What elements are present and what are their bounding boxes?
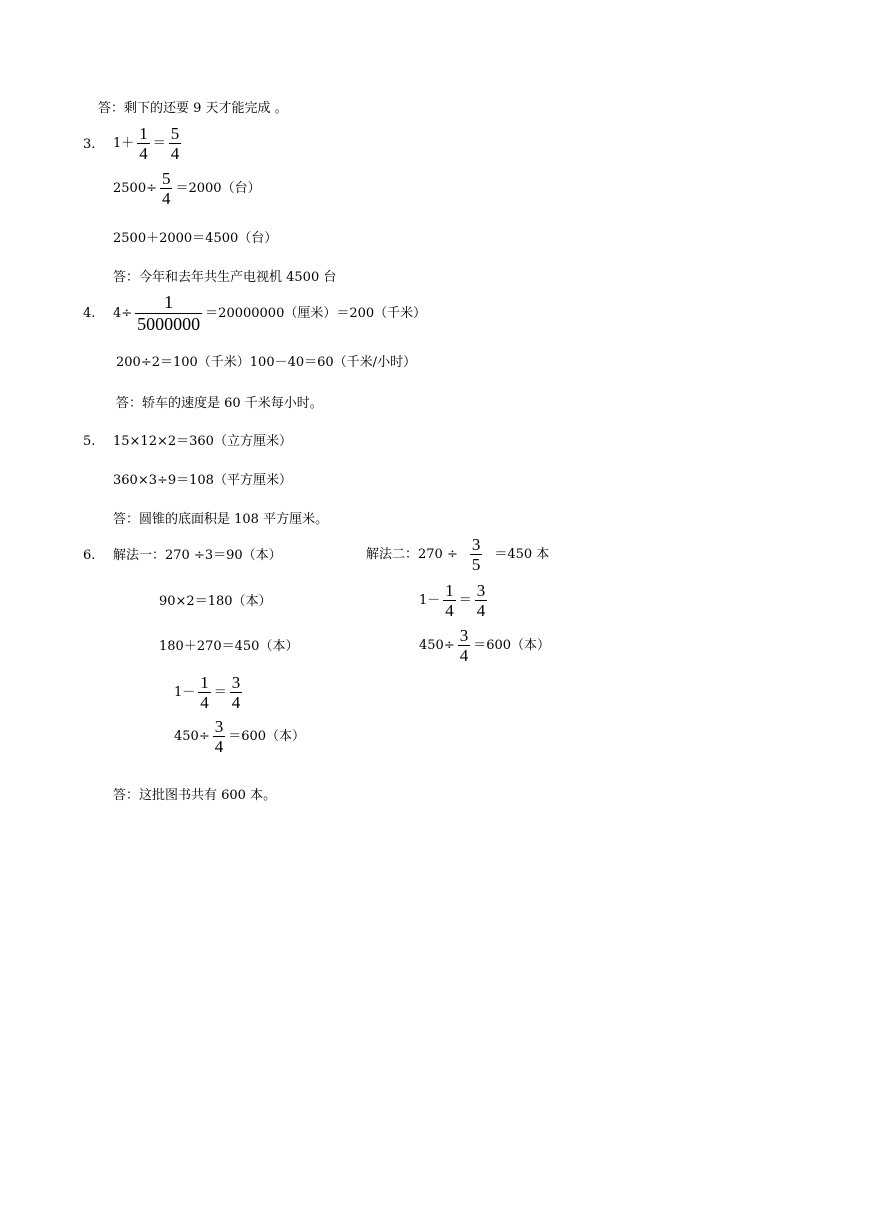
q4-line-1 <box>113 292 426 335</box>
q6-m1-l4-pre: 1－ <box>174 685 196 700</box>
answer-4: 答：轿车的速度是 60 千米每小时。 <box>116 396 323 411</box>
q5-line-2: 360×3÷9＝108（平方厘米） <box>113 473 292 488</box>
q5-line-1: 15×12×2＝360（立方厘米） <box>113 434 292 449</box>
q6-method-1-line-5 <box>174 717 305 757</box>
q6-m2-title-post: ＝450 本 <box>494 547 550 562</box>
q6-m1-l4-mid: ＝ <box>213 685 227 700</box>
q3-line-2-pre: 2500÷ <box>113 181 157 196</box>
q6-m1-l5-post: ＝600（本） <box>228 729 306 744</box>
answer-6: 答：这批图书共有 600 本。 <box>113 788 277 803</box>
answer-3: 答：今年和去年共生产电视机 4500 台 <box>113 270 337 285</box>
q6-m2-title-pre: 解法二：270 ÷ <box>366 547 458 562</box>
fraction-5-4-b: $\frac{5}{4}$ <box>161 169 171 208</box>
q6-m2-l3-post: ＝600（本） <box>473 638 551 653</box>
q6-m1-l5-pre: 450÷ <box>174 729 210 744</box>
q3-line-2 <box>113 169 261 209</box>
fraction-1-4: $\frac{1}{4}$ <box>139 124 148 163</box>
question-3-number: 3. <box>83 137 96 152</box>
q3-line-3: 2500＋2000＝4500（台） <box>113 231 278 246</box>
q6-method-1-line-4 <box>174 673 245 713</box>
q6-method-1-line-2: 90×2＝180（本） <box>159 594 272 609</box>
q6-method-2-title <box>366 535 549 575</box>
q3-line-1-mid: ＝ <box>152 136 166 151</box>
fraction-1-5000000: $\frac{1}{5000000}$ <box>137 292 201 334</box>
question-6-number: 6. <box>83 548 96 563</box>
fraction-3-4-m1b: $\frac{3}{4}$ <box>214 717 224 756</box>
fraction-3-4-m2b: $\frac{3}{4}$ <box>459 626 469 665</box>
q3-line-2-post: ＝2000（台） <box>175 181 261 196</box>
q3-line-1 <box>113 124 184 164</box>
fraction-3-4-m1: $\frac{3}{4}$ <box>231 673 241 712</box>
q6-method-1-line-3: 180＋270＝450（本） <box>159 639 299 654</box>
answer-2: 答：剩下的还要 9 天才能完成 。 <box>98 101 288 116</box>
q6-method-2-line-3 <box>419 626 550 666</box>
q6-m2-l3-pre: 450÷ <box>419 638 455 653</box>
fraction-1-4-m1: $\frac{1}{4}$ <box>200 673 209 712</box>
q4-line-1-post: ＝20000000（厘米）＝200（千米） <box>205 306 427 321</box>
q6-m2-l2-mid: ＝ <box>458 593 472 608</box>
q4-line-2: 200÷2＝100（千米）100－40＝60（千米/小时） <box>116 355 417 370</box>
fraction-3-4-m2: $\frac{3}{4}$ <box>476 581 486 620</box>
fraction-5-4: $\frac{5}{4}$ <box>170 124 180 163</box>
q6-method-2-line-2 <box>419 581 490 621</box>
q4-line-1-pre: 4÷ <box>113 306 133 321</box>
q6-method-1-title: 解法一：270 ÷3＝90（本） <box>113 548 282 563</box>
fraction-1-4-m2: $\frac{1}{4}$ <box>445 581 454 620</box>
question-5-number: 5. <box>83 434 96 449</box>
answer-5: 答：圆锥的底面积是 108 平方厘米。 <box>113 512 329 527</box>
q6-m2-l2-pre: 1－ <box>419 593 441 608</box>
q3-line-1-pre: 1＋ <box>113 136 135 151</box>
question-4-number: 4. <box>83 306 96 321</box>
fraction-3-5: $\frac{3}{5}$ <box>471 535 481 574</box>
